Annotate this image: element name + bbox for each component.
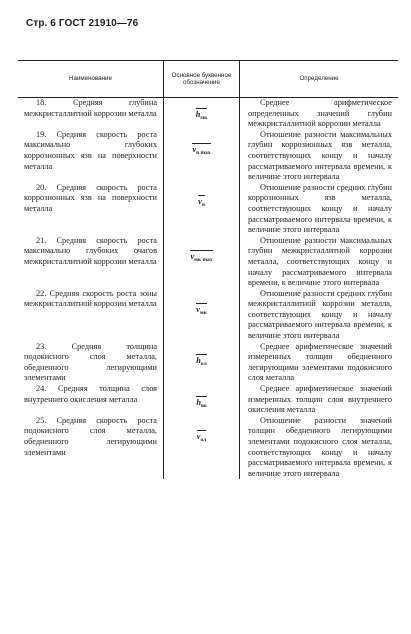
terms-table xyxy=(18,60,398,479)
symbol-cell xyxy=(164,416,240,480)
header-definition: Определение xyxy=(240,61,399,98)
symbol-letter: h xyxy=(195,110,201,119)
table-header-row xyxy=(18,61,398,98)
overline-mark xyxy=(196,396,206,397)
header-name: Наименование xyxy=(18,61,164,98)
symbol-subscript: ол xyxy=(200,436,207,443)
symbol-letter: v xyxy=(190,251,195,261)
term-cell xyxy=(18,130,164,183)
symbol-letter: v xyxy=(198,196,202,206)
definition-cell xyxy=(240,130,399,183)
table-row xyxy=(18,384,398,416)
symbol-notation xyxy=(196,108,208,124)
symbol-cell xyxy=(164,342,240,384)
definition-text: Отношение разности максимальных глубин межкристаллитной коррозии металла, соответствующих концу и началу рассматриваемого интервала времени, к величине этого интервала xyxy=(248,235,392,288)
term-cell xyxy=(18,236,164,289)
symbol-subscript: ол xyxy=(200,360,207,367)
symbol-notation xyxy=(197,430,206,446)
symbol-notation xyxy=(192,143,210,159)
symbol-subscript: мк max xyxy=(194,256,213,263)
term-cell xyxy=(18,342,164,384)
symbol-subscript: во xyxy=(200,403,207,410)
header-symbol: Основное буквенное обозначение xyxy=(164,61,240,98)
definition-text: Среднее арифметическое значений измеренных толщин обедненного легирующими элементами подокисного слоя металла xyxy=(248,341,392,383)
term-cell xyxy=(18,183,164,236)
definition-text: Отношение разности максимальных глубин коррозионных язв металла, соответствующих концу и началу рассматриваемого интервала времени, к величине этого интервала xyxy=(248,129,392,182)
definition-text: Отношение разности значений толщин обедненного легирующими элементами подокисного слоя металла, соответствующих концу и началу рассматриваемого интервала времени, к величине этого интервала xyxy=(248,415,392,478)
definition-cell xyxy=(240,342,399,384)
table-row xyxy=(18,342,398,384)
table-row xyxy=(18,236,398,289)
term-text: 21. Средняя скорость роста максимально глубоких очагов межкристаллитной коррозии металла xyxy=(24,235,157,266)
overline-mark xyxy=(196,108,208,109)
symbol-notation xyxy=(190,250,212,266)
definition-cell xyxy=(240,236,399,289)
symbol-notation xyxy=(196,396,206,412)
term-text: 20. Средняя скорость роста коррозионных язв на поверхности металла xyxy=(24,182,157,213)
term-text: 18. Средняя глубина межкристаллитной коррозии металла xyxy=(24,98,157,118)
definition-text: Среднее арифметическое определенных значений глубин межкристаллитной коррозии металла xyxy=(248,98,392,129)
definition-text: Среднее арифметическое значений измеренных толщин слоя внутреннего окисления металла xyxy=(248,384,392,415)
symbol-subscript: я xyxy=(201,201,205,208)
symbol-letter: v xyxy=(196,304,200,314)
table-row xyxy=(18,98,398,130)
term-cell xyxy=(18,416,164,480)
term-text: 24. Средняя толщина слоя внутреннего окисления металла xyxy=(24,384,157,404)
symbol-letter: h xyxy=(196,355,201,365)
overline-mark xyxy=(198,195,205,196)
term-cell xyxy=(18,98,164,130)
table-row xyxy=(18,130,398,183)
table-row xyxy=(18,416,398,480)
term-text: 22. Средняя скорость роста зоны межкристаллитной коррозии металла xyxy=(24,288,157,309)
definition-text: Отношение разности средних глубин межкристаллитной коррозии металла, соответствующих концу и началу рассматриваемого интервала времени, к величине этого интервала xyxy=(248,288,392,341)
symbol-subscript: мк xyxy=(200,115,208,121)
symbol-cell xyxy=(164,289,240,342)
table-row xyxy=(18,289,398,342)
definition-cell xyxy=(240,384,399,416)
definition-cell xyxy=(240,416,399,480)
overline-mark xyxy=(196,303,207,304)
symbol-subscript: я max xyxy=(196,149,211,156)
term-text: 23. Средняя толщина подокисного слоя металла, обедненного легирующими элементами xyxy=(24,341,157,383)
table-row xyxy=(18,183,398,236)
symbol-subscript: мк xyxy=(199,309,207,316)
symbol-letter: h xyxy=(196,398,201,408)
symbol-letter: v xyxy=(192,144,197,154)
symbol-letter: v xyxy=(196,431,201,441)
symbol-notation xyxy=(198,195,205,211)
term-cell xyxy=(18,384,164,416)
overline-mark xyxy=(196,354,206,355)
symbol-notation xyxy=(196,303,207,319)
definition-cell xyxy=(240,183,399,236)
page-header: Стр. 6 ГОСТ 21910—76 xyxy=(26,18,139,29)
overline-mark xyxy=(192,143,210,144)
term-text: 19. Средняя скорость роста максимально глубоких коррозионных язв на поверхности металла xyxy=(24,129,157,171)
table-body xyxy=(18,98,398,480)
symbol-cell xyxy=(164,236,240,289)
symbol-cell xyxy=(164,183,240,236)
definition-cell xyxy=(240,98,399,130)
term-text: 25. Средняя скорость роста подокисного слоя металла, обедненного легирующими элементами xyxy=(24,415,157,457)
definition-text: Отношение разности средних глубин коррозионных язв металла, соответствующих концу и началу рассматриваемого интервала времени, к величине этого интервала xyxy=(248,182,392,235)
symbol-cell xyxy=(164,98,240,130)
symbol-cell xyxy=(164,384,240,416)
definition-cell xyxy=(240,289,399,342)
symbol-notation xyxy=(196,354,206,370)
overline-mark xyxy=(197,430,206,431)
overline-mark xyxy=(190,250,212,251)
term-cell xyxy=(18,289,164,342)
symbol-cell xyxy=(164,130,240,183)
